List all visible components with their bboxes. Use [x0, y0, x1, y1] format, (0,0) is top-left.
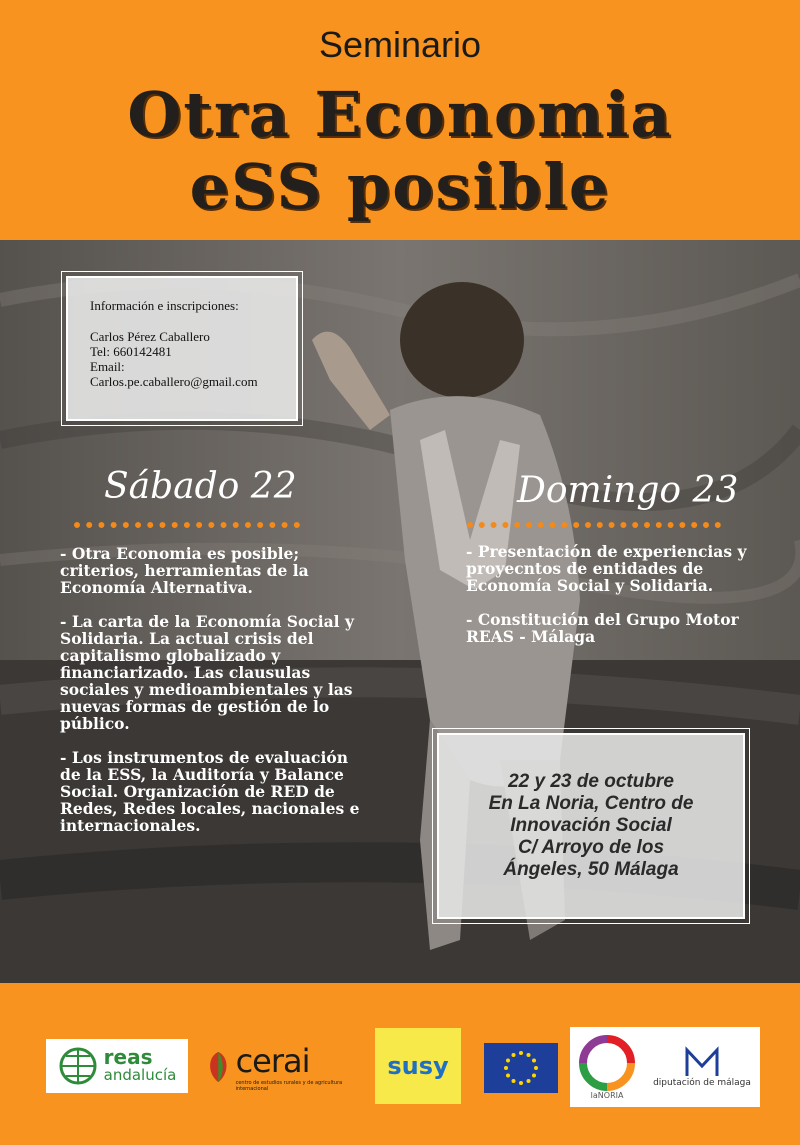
sponsor-logos-band [0, 983, 800, 1145]
noria-diputacion-logo [570, 1027, 760, 1107]
sunday-item: - Constitución del Grupo Motor REAS - Málaga [466, 610, 739, 646]
title-line-1: Otra Economia [127, 78, 673, 151]
leaf-icon [204, 1045, 233, 1089]
venue-line: En La Noria, Centro de [488, 793, 694, 814]
diputacion-wordmark: diputación de málaga [653, 1078, 751, 1088]
globe-icon [58, 1046, 98, 1086]
reas-wordmark: reas [103, 1045, 153, 1069]
eu-stars-icon [484, 1043, 558, 1093]
cerai-subtitle: centro de estudios rurales y de agricultura internacional [235, 1080, 343, 1092]
saturday-program [60, 545, 360, 851]
reas-andalucia-logo [46, 1039, 188, 1093]
noria-wheel-icon [579, 1035, 635, 1091]
contact-phone: Tel: 660142481 [90, 344, 172, 359]
venue-line: Innovación Social [510, 815, 672, 836]
cerai-logo [204, 1043, 354, 1091]
susy-logo [375, 1028, 461, 1104]
eu-flag-logo [484, 1043, 558, 1093]
saturday-item: - Otra Economia es posible; criterios, herramientas de la Economía Alternativa. [60, 544, 309, 597]
susy-wordmark: susy [387, 1052, 449, 1080]
cerai-wordmark: cerai [235, 1042, 310, 1080]
venue-date: 22 y 23 de octubre [508, 771, 674, 792]
venue-line: C/ Arroyo de los [517, 837, 665, 858]
title-line-2: eSS posible [189, 150, 611, 223]
saturday-divider [74, 522, 300, 528]
contact-email-label: Email: [90, 359, 125, 374]
noria-wordmark: laNORIA [590, 1090, 624, 1100]
diputacion-m-icon [684, 1046, 720, 1078]
contact-name: Carlos Pérez Caballero [90, 329, 210, 344]
sunday-program [466, 543, 766, 662]
header-band [0, 0, 800, 240]
contact-heading: Información e inscripciones: [90, 298, 239, 313]
contact-email[interactable]: Carlos.pe.caballero@gmail.com [90, 374, 258, 389]
sunday-item: - Presentación de experiencias y proyecntos de entidades de Economía Social y Solidaria. [466, 542, 747, 595]
seminar-kicker: Seminario [318, 24, 482, 65]
reas-subtitle: andalucía [103, 1066, 177, 1084]
sunday-heading: Domingo 23 [517, 470, 739, 511]
sunday-divider [467, 522, 721, 528]
venue-box [437, 733, 745, 919]
saturday-item: - La carta de la Economía Social y Solidaria. La actual crisis del capitalismo globalizado y financiarizado. Las clausulas sociales y medioambientales y las nuevas formas de gestión de lo público. [60, 612, 354, 733]
saturday-item: - Los instrumentos de evaluación de la ESS, la Auditoría y Balance Social. Organización de RED de Redes, Redes locales, nacionales e internacionales. [60, 748, 360, 835]
contact-info-box [66, 276, 298, 421]
saturday-heading: Sábado 22 [104, 466, 297, 507]
venue-line: Ángeles, 50 Málaga [503, 859, 679, 880]
